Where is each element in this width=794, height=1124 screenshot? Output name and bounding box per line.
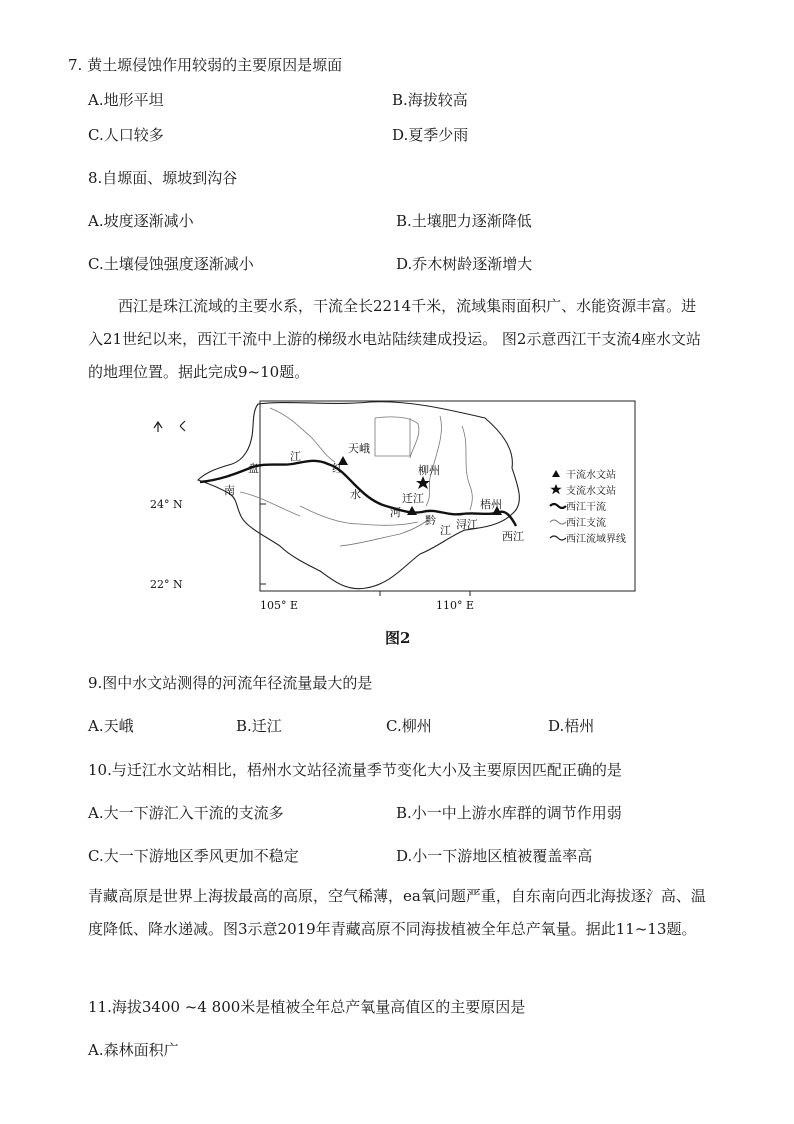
- q10-stem: 10.与迁江水文站相比，梧州水文站径流量季节变化大小及主要原因匹配正确的是: [88, 761, 622, 779]
- legend-item: 西江支流: [566, 518, 606, 529]
- q10-option-c: C.大一下游地区季风更加不稳定: [88, 847, 299, 865]
- tributary: [426, 416, 441, 506]
- legend-item: 支流水文站: [566, 486, 616, 497]
- q9-option-b: B.迁江: [236, 717, 282, 735]
- legend-boundary-icon: [550, 536, 566, 540]
- north-arrow-icon: [154, 421, 185, 432]
- q10-option-a: A.大一下游汇入干流的支流多: [88, 804, 284, 822]
- passage-tibet: 青藏高原是世界上海拔最高的高原，空气稀薄，ea氧问题严重，自东南向西北海拔逐氵高、温度降低、降水递减。图3示意2019年青藏高原不同海拔植被全年总产氧量。据此11~13题。: [88, 887, 706, 938]
- legend-triangle-icon: [552, 470, 560, 477]
- legend-tributary-icon: [550, 520, 566, 524]
- station-label: 梧州: [480, 498, 502, 511]
- tributary: [240, 492, 300, 516]
- legend-item: 西江干流: [566, 502, 606, 513]
- tributary: [375, 417, 419, 458]
- q7-option-b: B.海拔较高: [392, 91, 468, 109]
- q8-option-a: A.坡度逐渐减小: [88, 212, 194, 230]
- q7-option-d: D.夏季少雨: [392, 126, 469, 144]
- river-label: 红: [332, 462, 343, 475]
- q10-option-d: D.小一下游地区植被覆盖率高: [396, 847, 593, 865]
- river-label: 江: [440, 524, 451, 537]
- tributary: [375, 418, 410, 456]
- legend-star-icon: [550, 484, 561, 494]
- river-label: 南: [224, 484, 235, 497]
- figure-2-map: [140, 396, 640, 616]
- q8-stem: 8.自塬面、塬坡到沟谷: [88, 169, 238, 187]
- q9-stem: 9.图中水文站测得的河流年径流量最大的是: [88, 674, 373, 692]
- passage-xijiang: 西江是珠江流域的主要水系，干流全长2214千米，流域集雨面积广、水能资源丰富。进入21世纪以来，西江干流中上游的梯级水电站陆续建成投运。 图2示意西江干支流4座水文站的地理位置。据此完成9~10题。: [88, 297, 701, 381]
- q7-option-a: A.地形平坦: [88, 91, 164, 109]
- q11-stem: 11.海拔3400 ~4 800米是植被全年总产氧量高值区的主要原因是: [88, 998, 526, 1016]
- river-label: 黔: [425, 514, 436, 527]
- tributary: [270, 408, 335, 462]
- station-label: 迁江: [402, 492, 424, 505]
- station-label: 柳州: [418, 464, 440, 477]
- tributary: [462, 426, 472, 510]
- q11-option-a: A.森林面积广: [88, 1041, 179, 1059]
- legend-item: 干流水文站: [566, 470, 616, 481]
- station-label: 天峨: [348, 442, 370, 455]
- legend-mainstream-icon: [550, 504, 566, 508]
- station-liuzhou-marker: [416, 476, 430, 489]
- lon-label: 105° E: [260, 599, 299, 612]
- q7-option-c: C.人口较多: [88, 126, 164, 144]
- river-label: 西江: [502, 530, 524, 543]
- lat-label: 24° N: [150, 498, 183, 511]
- lat-label: 22° N: [150, 578, 183, 591]
- q9-option-c: C.柳州: [386, 717, 432, 735]
- river-label: 江: [290, 450, 301, 463]
- river-label: 盘: [248, 462, 259, 475]
- lon-label: 110° E: [436, 599, 475, 612]
- river-label: 水: [350, 488, 361, 501]
- q10-option-b: B.小一中上游水库群的调节作用弱: [396, 804, 622, 822]
- q9-option-a: A.天峨: [88, 717, 134, 735]
- q8-option-d: D.乔木树龄逐渐增大: [396, 255, 533, 273]
- river-label: 浔江: [456, 518, 478, 531]
- q8-option-c: C.土壤侵蚀强度逐渐减小: [88, 255, 254, 273]
- station-qianjiang-marker: [407, 506, 417, 515]
- q8-option-b: B.土壤肥力逐渐降低: [396, 212, 532, 230]
- map-legend: [550, 468, 626, 545]
- legend-item: 西江流域界线: [566, 534, 626, 545]
- figure-caption: 图2: [385, 629, 411, 647]
- q7-stem: 7. 黄土塬侵蚀作用较弱的主要原因是塬面: [68, 56, 343, 74]
- q9-option-d: D.梧州: [548, 717, 595, 735]
- river-label: 河: [390, 506, 401, 519]
